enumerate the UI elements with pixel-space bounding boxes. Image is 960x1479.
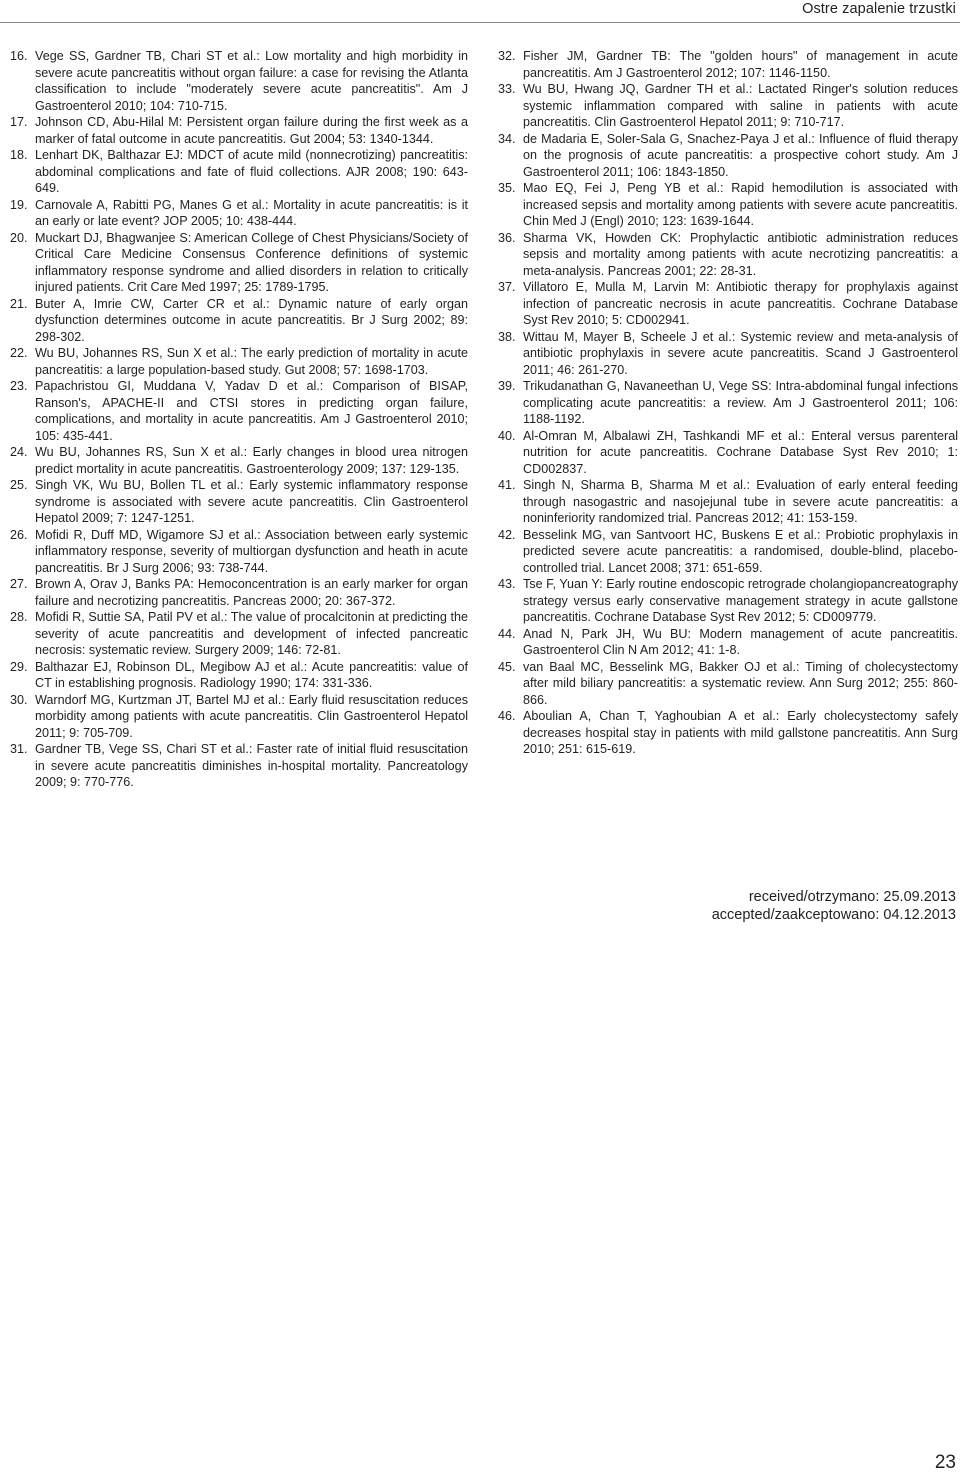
reference-item — [10, 444, 468, 477]
reference-number: 35. — [498, 181, 516, 195]
reference-item — [10, 345, 468, 378]
reference-text: Brown A, Orav J, Banks PA: Hemoconcentration is an early marker for organ failure and necrotizing pancreatitis. Pancreas 2000; 20: 367-372. — [35, 577, 468, 608]
reference-item — [10, 477, 468, 527]
reference-item — [10, 609, 468, 659]
reference-text: Anad N, Park JH, Wu BU: Modern management of acute pancreatitis. Gastroenterol Clin N Am 2012; 41: 1-8. — [523, 626, 958, 657]
reference-item — [498, 708, 958, 758]
reference-item — [10, 48, 468, 114]
reference-text: Sharma VK, Howden CK: Prophylactic antibiotic administration reduces sepsis and mortality among patients with acute necrotizing pancreatitis: a meta-analysis. Pancreas 2001; 22: 28-31. — [523, 230, 958, 278]
reference-number: 27. — [10, 577, 28, 591]
reference-text: Wu BU, Johannes RS, Sun X et al.: The early prediction of mortality in acute pancreatitis: a large population-based study. Gut 2008; 57: 1698-1703. — [35, 346, 468, 377]
reference-item — [10, 197, 468, 230]
reference-item — [10, 114, 468, 147]
reference-text: Wu BU, Hwang JQ, Gardner TH et al.: Lactated Ringer's solution reduces systemic inflammation compared with saline in patients with acute pancreatitis. Clin Gastroenterol Hepatol 2011; 9: 710-717. — [523, 82, 958, 129]
reference-item — [498, 527, 958, 577]
reference-number: 28. — [10, 610, 28, 624]
reference-item — [10, 659, 468, 692]
reference-number: 36. — [498, 230, 516, 245]
reference-number: 41. — [498, 478, 516, 492]
reference-number: 33. — [498, 82, 516, 96]
header-divider — [0, 22, 960, 23]
reference-text: Muckart DJ, Bhagwanjee S: American College of Chest Physicians/Society of Critical Care Medicine Consensus Conference definitions of systemic inflammatory response syndrome and allied disorders in relation to critically injured patients. Crit Care Med 1997; 25: 1789-1795. — [35, 230, 468, 294]
reference-text: Papachristou GI, Muddana V, Yadav D et al.: Comparison of BISAP, Ranson's, APACHE-II and CTSI stores in predicting organ failure, complications, and mortality in acute pancreatitis. Am J Gastroenterol 2010; 105: 435-441. — [35, 379, 468, 443]
reference-text: Fisher JM, Gardner TB: The "golden hours" of management in acute pancreatitis. Am J Gastroenterol 2012; 107: 1146-1150. — [523, 49, 958, 80]
reference-number: 23. — [10, 379, 28, 393]
reference-text: Gardner TB, Vege SS, Chari ST et al.: Faster rate of initial fluid resuscitation in severe acute pancreatitis diminishes in-hospital mortality. Pancreatology 2009; 9: 770-776. — [35, 742, 468, 789]
reference-item — [498, 626, 958, 659]
reference-text: Carnovale A, Rabitti PG, Manes G et al.: Mortality in acute pancreatitis: is it an early or late event? JOP 2005; 10: 438-444. — [35, 197, 468, 228]
reference-number: 31. — [10, 742, 28, 756]
reference-item — [10, 692, 468, 742]
reference-item — [10, 147, 468, 197]
reference-text: Vege SS, Gardner TB, Chari ST et al.: Low mortality and high morbidity in severe acute pancreatitis without organ failure: a case for revising the Atlanta classification to include "moderately severe acute pancreatitis". Am J Gastroenterol 2010; 104: 710-715. — [35, 49, 468, 113]
reference-text: Singh N, Sharma B, Sharma M et al.: Evaluation of early enteral feeding through nasogastric and nasojejunal tube in severe acute pancreatitis: a noninferiority randomized trial. Pancreas 2012; 41: 153-159. — [523, 478, 958, 525]
reference-number: 18. — [10, 148, 28, 162]
reference-item — [10, 527, 468, 577]
reference-item — [498, 659, 958, 709]
reference-text: Tse F, Yuan Y: Early routine endoscopic retrograde cholangiopancreatography strategy versus early conservative management strategy in acute gallstone pancreatitis. Cochrane Database Syst Rev 2012; 5: CD009779. — [523, 577, 958, 624]
references-column-left — [10, 48, 468, 791]
reference-item — [498, 48, 958, 81]
reference-item — [498, 230, 958, 280]
reference-item — [498, 576, 958, 626]
reference-number: 46. — [498, 709, 516, 723]
reference-number: 44. — [498, 626, 516, 641]
reference-text: Besselink MG, van Santvoort HC, Buskens E et al.: Probiotic prophylaxis in predicted severe acute pancreatitis: a randomised, double-blind, placebo-controlled trial. Lancet 2008; 371: 651-659. — [523, 527, 958, 575]
reference-number: 38. — [498, 329, 516, 344]
reference-number: 42. — [498, 527, 516, 542]
reference-number: 29. — [10, 659, 28, 674]
reference-number: 30. — [10, 692, 28, 707]
reference-number: 25. — [10, 478, 28, 492]
reference-number: 19. — [10, 197, 28, 212]
reference-text: Singh VK, Wu BU, Bollen TL et al.: Early systemic inflammatory response syndrome is associated with severe acute pancreatitis. Clin Gastroenterol Hepatol 2009; 7: 1247-1251. — [35, 478, 468, 525]
reference-text: Mao EQ, Fei J, Peng YB et al.: Rapid hemodilution is associated with increased sepsis and mortality among patients with severe acute pancreatitis. Chin Med J (Engl) 2010; 123: 1639-1644. — [523, 181, 958, 228]
reference-item — [498, 477, 958, 527]
reference-text: Wittau M, Mayer B, Scheele J et al.: Systemic review and meta-analysis of antibiotic prophylaxis in severe acute pancreatitis. Scand J Gastroenterol 2011; 46: 261-270. — [523, 329, 958, 377]
reference-item — [498, 279, 958, 329]
reference-text: Aboulian A, Chan T, Yaghoubian A et al.: Early cholecystectomy safely decreases hospital stay in patients with mild gallstone pancreatitis. Ann Surg 2010; 251: 615-619. — [523, 709, 958, 756]
reference-number: 39. — [498, 379, 516, 393]
reference-text: Villatoro E, Mulla M, Larvin M: Antibiotic therapy for prophylaxis against infection of pancreatic necrosis in acute pancreatitis. Cochrane Database Syst Rev 2010; 5: CD002941. — [523, 280, 958, 327]
reference-item — [498, 329, 958, 379]
reference-text: Al-Omran M, Albalawi ZH, Tashkandi MF et al.: Enteral versus parenteral nutrition for acute pancreatitis. Cochrane Database Syst Rev 2010; 1: CD002837. — [523, 428, 958, 476]
reference-text: Lenhart DK, Balthazar EJ: MDCT of acute mild (nonnecrotizing) pancreatitis: abdominal complications and fate of fluid collections. AJR 2008; 190: 643-649. — [35, 148, 468, 195]
page-number: 23 — [934, 1452, 956, 1473]
reference-item — [10, 741, 468, 791]
reference-text: van Baal MC, Besselink MG, Bakker OJ et al.: Timing of cholecystectomy after mild biliary pancreatitis: a systematic review. Ann Surg 2012; 255: 860-866. — [523, 659, 958, 707]
reference-item — [498, 428, 958, 478]
reference-number: 17. — [10, 115, 28, 129]
reference-number: 16. — [10, 49, 28, 63]
reference-number: 32. — [498, 49, 516, 63]
reference-number: 24. — [10, 445, 28, 459]
reference-text: Trikudanathan G, Navaneethan U, Vege SS: Intra-abdominal fungal infections complicating acute pancreatitis: a review. Am J Gastroenterol 2011; 106: 1188-1192. — [523, 379, 958, 426]
reference-number: 45. — [498, 659, 516, 674]
reference-text: Balthazar EJ, Robinson DL, Megibow AJ et al.: Acute pancreatitis: value of CT in establishing prognosis. Radiology 1990; 174: 331-336. — [35, 659, 468, 690]
reference-item — [498, 81, 958, 131]
reference-text: Buter A, Imrie CW, Carter CR et al.: Dynamic nature of early organ dysfunction determines outcome in acute pancreatitis. Br J Surg 2002; 89: 298-302. — [35, 296, 468, 344]
reference-text: Mofidi R, Duff MD, Wigamore SJ et al.: Association between early systemic inflammatory response, severity of multiorgan dysfunction and heath in acute pancreatitis. Br J Surg 2006; 93: 738-744. — [35, 527, 468, 575]
received-date: received/otrzymano: 25.09.2013 — [748, 889, 956, 905]
reference-item — [498, 131, 958, 181]
reference-text: Johnson CD, Abu-Hilal M: Persistent organ failure during the first week as a marker of fatal outcome in acute pancreatitis. Gut 2004; 53: 1340-1344. — [35, 115, 468, 146]
reference-item — [10, 378, 468, 444]
running-header-title: Ostre zapalenie trzustki — [802, 1, 956, 17]
reference-item — [10, 296, 468, 346]
reference-item — [498, 180, 958, 230]
reference-number: 26. — [10, 527, 28, 542]
references-column-right — [498, 48, 958, 758]
reference-item — [10, 576, 468, 609]
reference-text: Warndorf MG, Kurtzman JT, Bartel MJ et al.: Early fluid resuscitation reduces morbidity among patients with acute pancreatitis. Clin Gastroenterol Hepatol 2011; 9: 705-709. — [35, 692, 468, 740]
reference-item — [10, 230, 468, 296]
reference-number: 43. — [498, 577, 516, 591]
submission-dates — [712, 888, 956, 924]
reference-number: 21. — [10, 296, 28, 311]
reference-text: Wu BU, Johannes RS, Sun X et al.: Early changes in blood urea nitrogen predict mortality in acute pancreatitis. Gastroenterology 2009; 137: 129-135. — [35, 445, 468, 476]
reference-number: 40. — [498, 428, 516, 443]
reference-text: de Madaria E, Soler-Sala G, Snachez-Paya J et al.: Influence of fluid therapy on the prognosis of acute pancreatitis: a prospective cohort study. Am J Gastroenterol 2011; 106: 1843-1850. — [523, 131, 958, 179]
reference-number: 34. — [498, 131, 516, 146]
reference-item — [498, 378, 958, 428]
reference-number: 37. — [498, 280, 516, 294]
reference-number: 20. — [10, 230, 28, 245]
accepted-date: accepted/zaakceptowano: 04.12.2013 — [711, 907, 956, 923]
reference-text: Mofidi R, Suttie SA, Patil PV et al.: The value of procalcitonin at predicting the severity of acute pancreatitis and development of infected pancreatic necrosis: systematic review. Surgery 2009; 146: 72-81. — [35, 610, 468, 657]
reference-number: 22. — [10, 346, 28, 360]
